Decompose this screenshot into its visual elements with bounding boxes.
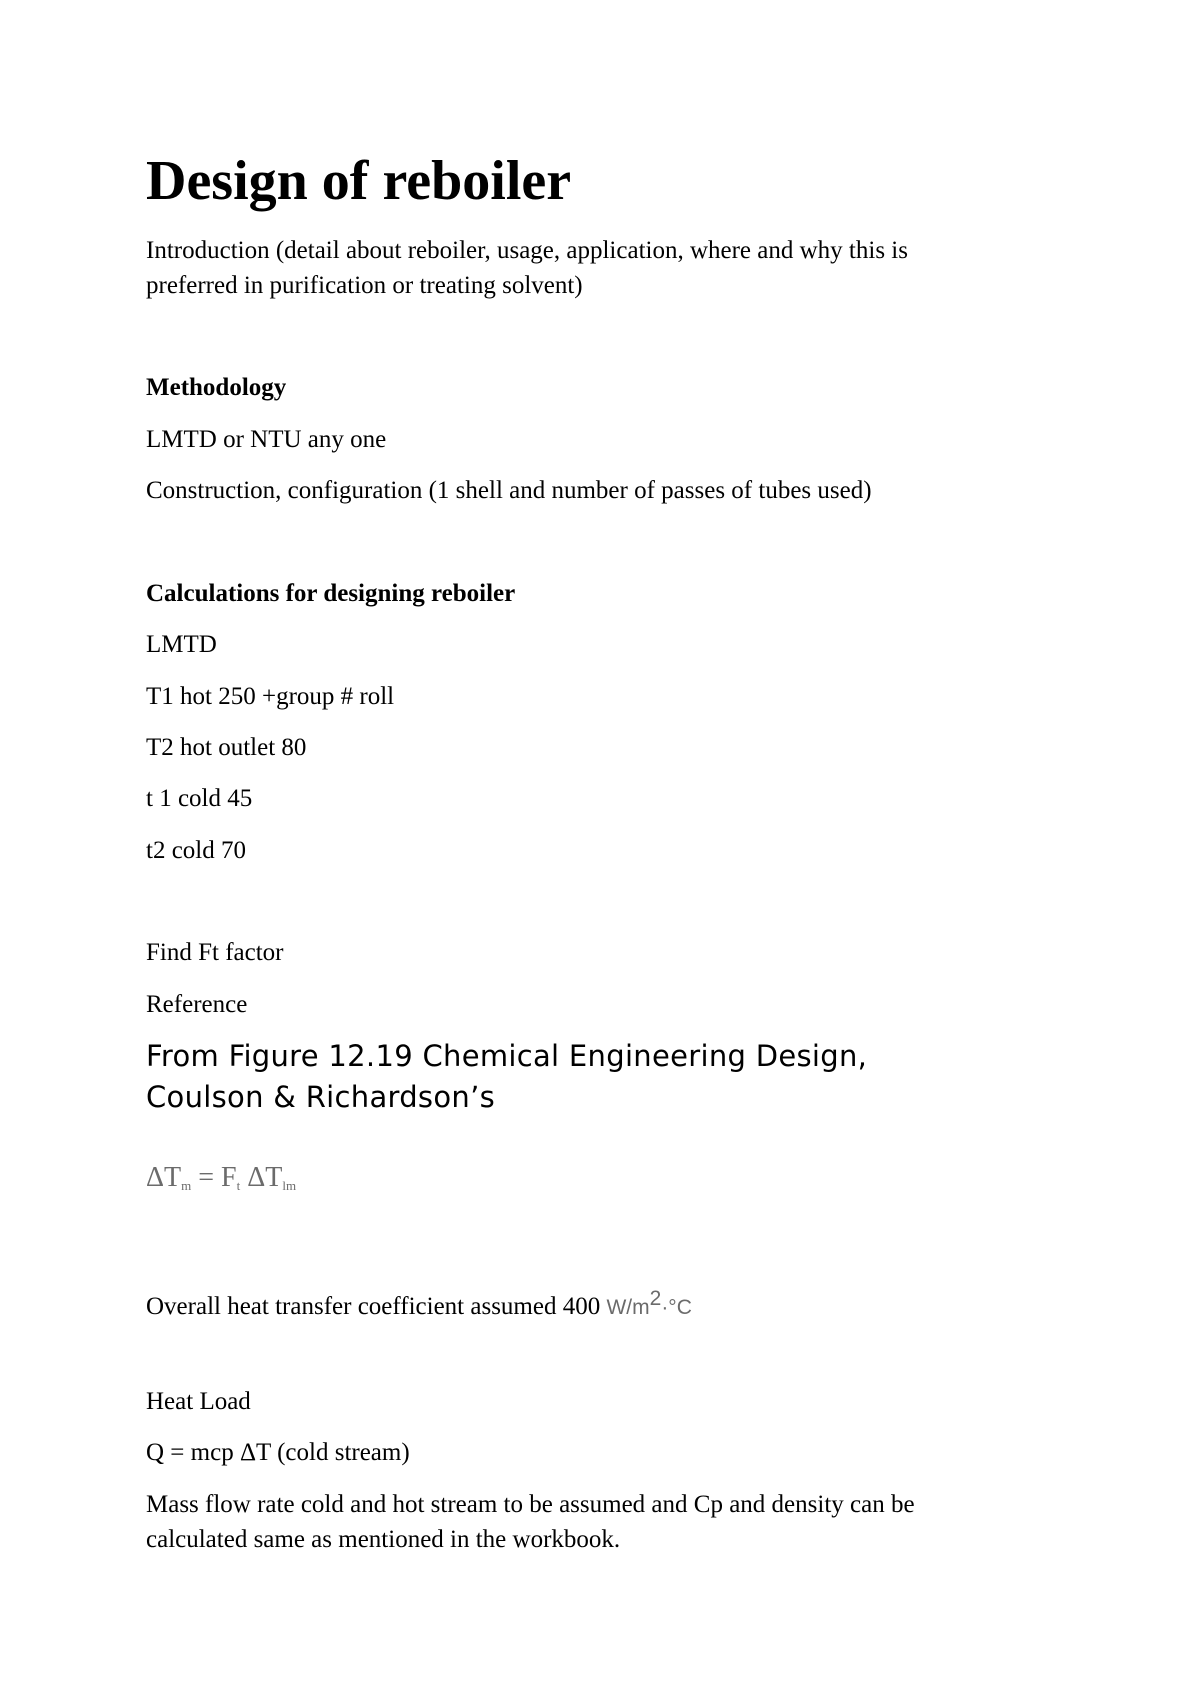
t1-hot-line: T1 hot 250 +group # roll	[146, 683, 395, 710]
ft-formula	[146, 1160, 296, 1204]
intro-text-line-1: Introduction (detail about reboiler, usage, application, where and why this is	[146, 237, 908, 264]
t1-cold-line: t 1 cold 45	[146, 785, 253, 812]
unit-degree-c: ·°C	[661, 1296, 692, 1319]
mass-flow-line-1: Mass flow rate cold and hot stream to be assumed and Cp and density can be	[146, 1491, 915, 1518]
t2-cold-line: t2 cold 70	[146, 837, 246, 864]
calculations-heading: Calculations for designing reboiler	[146, 580, 516, 607]
q-equation-line: Q = mcp ΔT (cold stream)	[146, 1439, 410, 1466]
formula-sub-t: t	[236, 1178, 241, 1193]
methodology-line-1: LMTD or NTU any one	[146, 426, 387, 453]
methodology-heading: Methodology	[146, 374, 287, 401]
reference-line-2: Coulson & Richardson’s	[146, 1080, 495, 1114]
overall-u-text: Overall heat transfer coefficient assumed 400	[146, 1293, 607, 1320]
formula-sub-lm: lm	[282, 1178, 297, 1193]
formula-delta-t: ΔT	[146, 1162, 182, 1193]
ft-factor-line: Find Ft factor	[146, 939, 284, 966]
intro-text-line-2: preferred in purification or treating solvent)	[146, 272, 583, 299]
lmtd-label: LMTD	[146, 631, 217, 658]
heat-load-heading: Heat Load	[146, 1388, 251, 1415]
document-title: Design of reboiler	[146, 150, 572, 212]
reference-label: Reference	[146, 991, 248, 1018]
reference-line-1: From Figure 12.19 Chemical Engineering Design,	[146, 1039, 868, 1073]
overall-u-line	[146, 1281, 692, 1325]
formula-f: F	[221, 1162, 237, 1193]
formula-equals: =	[191, 1162, 222, 1193]
formula-sub-m: m	[181, 1178, 192, 1193]
unit-w-m: W/m	[606, 1296, 650, 1319]
mass-flow-line-2: calculated same as mentioned in the workbook.	[146, 1526, 621, 1553]
t2-hot-line: T2 hot outlet 80	[146, 734, 307, 761]
unit-superscript: 2	[649, 1287, 662, 1310]
formula-delta-t-lm: ΔT	[240, 1162, 283, 1193]
methodology-line-2: Construction, configuration (1 shell and number of passes of tubes used)	[146, 477, 872, 504]
